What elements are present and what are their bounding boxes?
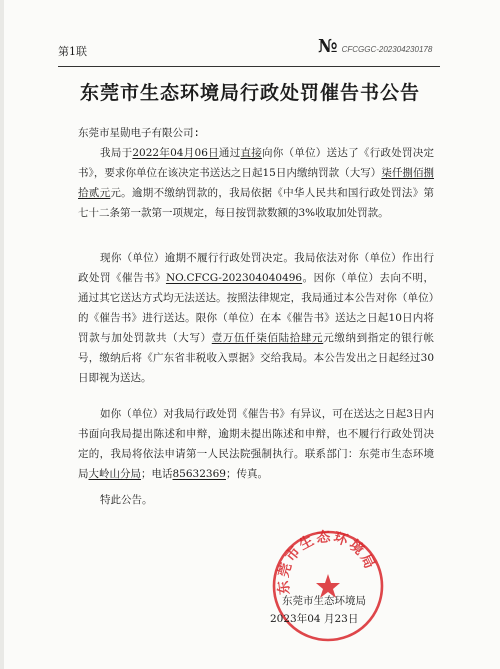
paragraph-reminder-notice: 现你（单位）逾期不履行行政处罚决定。我局依法对你（单位）作出行政处罚《催告书》NO.CFCG-202304040496。因你（单位）去向不明，通过其它送达方式均无法送达。按照法律规定，我局通过本公告对你（单位）的《催告书》进行送达。限你（单位）在本《催告书》送达之日起10日内将罚款与加处罚款共（大写）壹万伍仟柒佰陆拾肆元元缴纳到指定的银行帐号，缴纳后将《广东省非税收入票据》交给我局。本公告发出之日起经过30日即视为送达。 — [78, 252, 435, 384]
reminder-doc-number: NO.CFCG-202304040496 — [165, 272, 303, 284]
copy-label: 第1联 — [58, 45, 87, 58]
issuer-name: 东莞市生态环境局 — [282, 595, 366, 607]
contact-department: 大岭山分局 — [88, 468, 141, 480]
contact-phone: 85632369 — [172, 468, 226, 480]
serial-number-block — [318, 36, 432, 57]
addressee: 东莞市星勋电子有限公司: — [78, 127, 200, 139]
delivery-method: 直接 — [240, 147, 263, 159]
official-seal — [270, 528, 386, 644]
decision-date: 2022年04月06日 — [132, 147, 219, 159]
paragraph-objection: 如你（单位）对我局行政处罚《催告书》有异议，可在送达之日起3日内书面向我局提出陈述和申辩，逾期未提出陈述和申辩，也不履行行政处罚决定的，我局将依法申请第一人民法院强制执行。联系部门：东莞市生态环境局大岭山分局；电话85632369；传真。 — [78, 408, 434, 480]
serial-number: CFCGGC-202304230178 — [341, 45, 433, 54]
closing-line: 特此公告。 — [100, 494, 153, 506]
issue-date: 2023年04 月23日 — [270, 613, 359, 625]
paragraph-payment-demand: 我局于2022年04月06日通过直接向你（单位）送达了《行政处罚决定书》，要求你单位在该决定书送达之日起15日内缴纳罚款（大写）柒仟捌佰捌拾贰元元。逾期不缴纳罚款的，我局依据《中华人民共和国行政处罚法》第七十二条第一款第一项规定，每日按罚款数额的3%收取加处罚款。 — [78, 147, 435, 219]
header-rule — [58, 66, 440, 67]
fine-amount: 柒仟捌佰捌拾贰元 — [78, 167, 434, 199]
total-amount: 壹万伍仟柒佰陆拾肆元 — [211, 332, 324, 344]
number-sign: № — [318, 36, 338, 57]
seal-text: 东莞市生态环境局 — [275, 529, 379, 596]
document-title: 东莞市生态环境局行政处罚催告书公告 — [79, 82, 420, 104]
